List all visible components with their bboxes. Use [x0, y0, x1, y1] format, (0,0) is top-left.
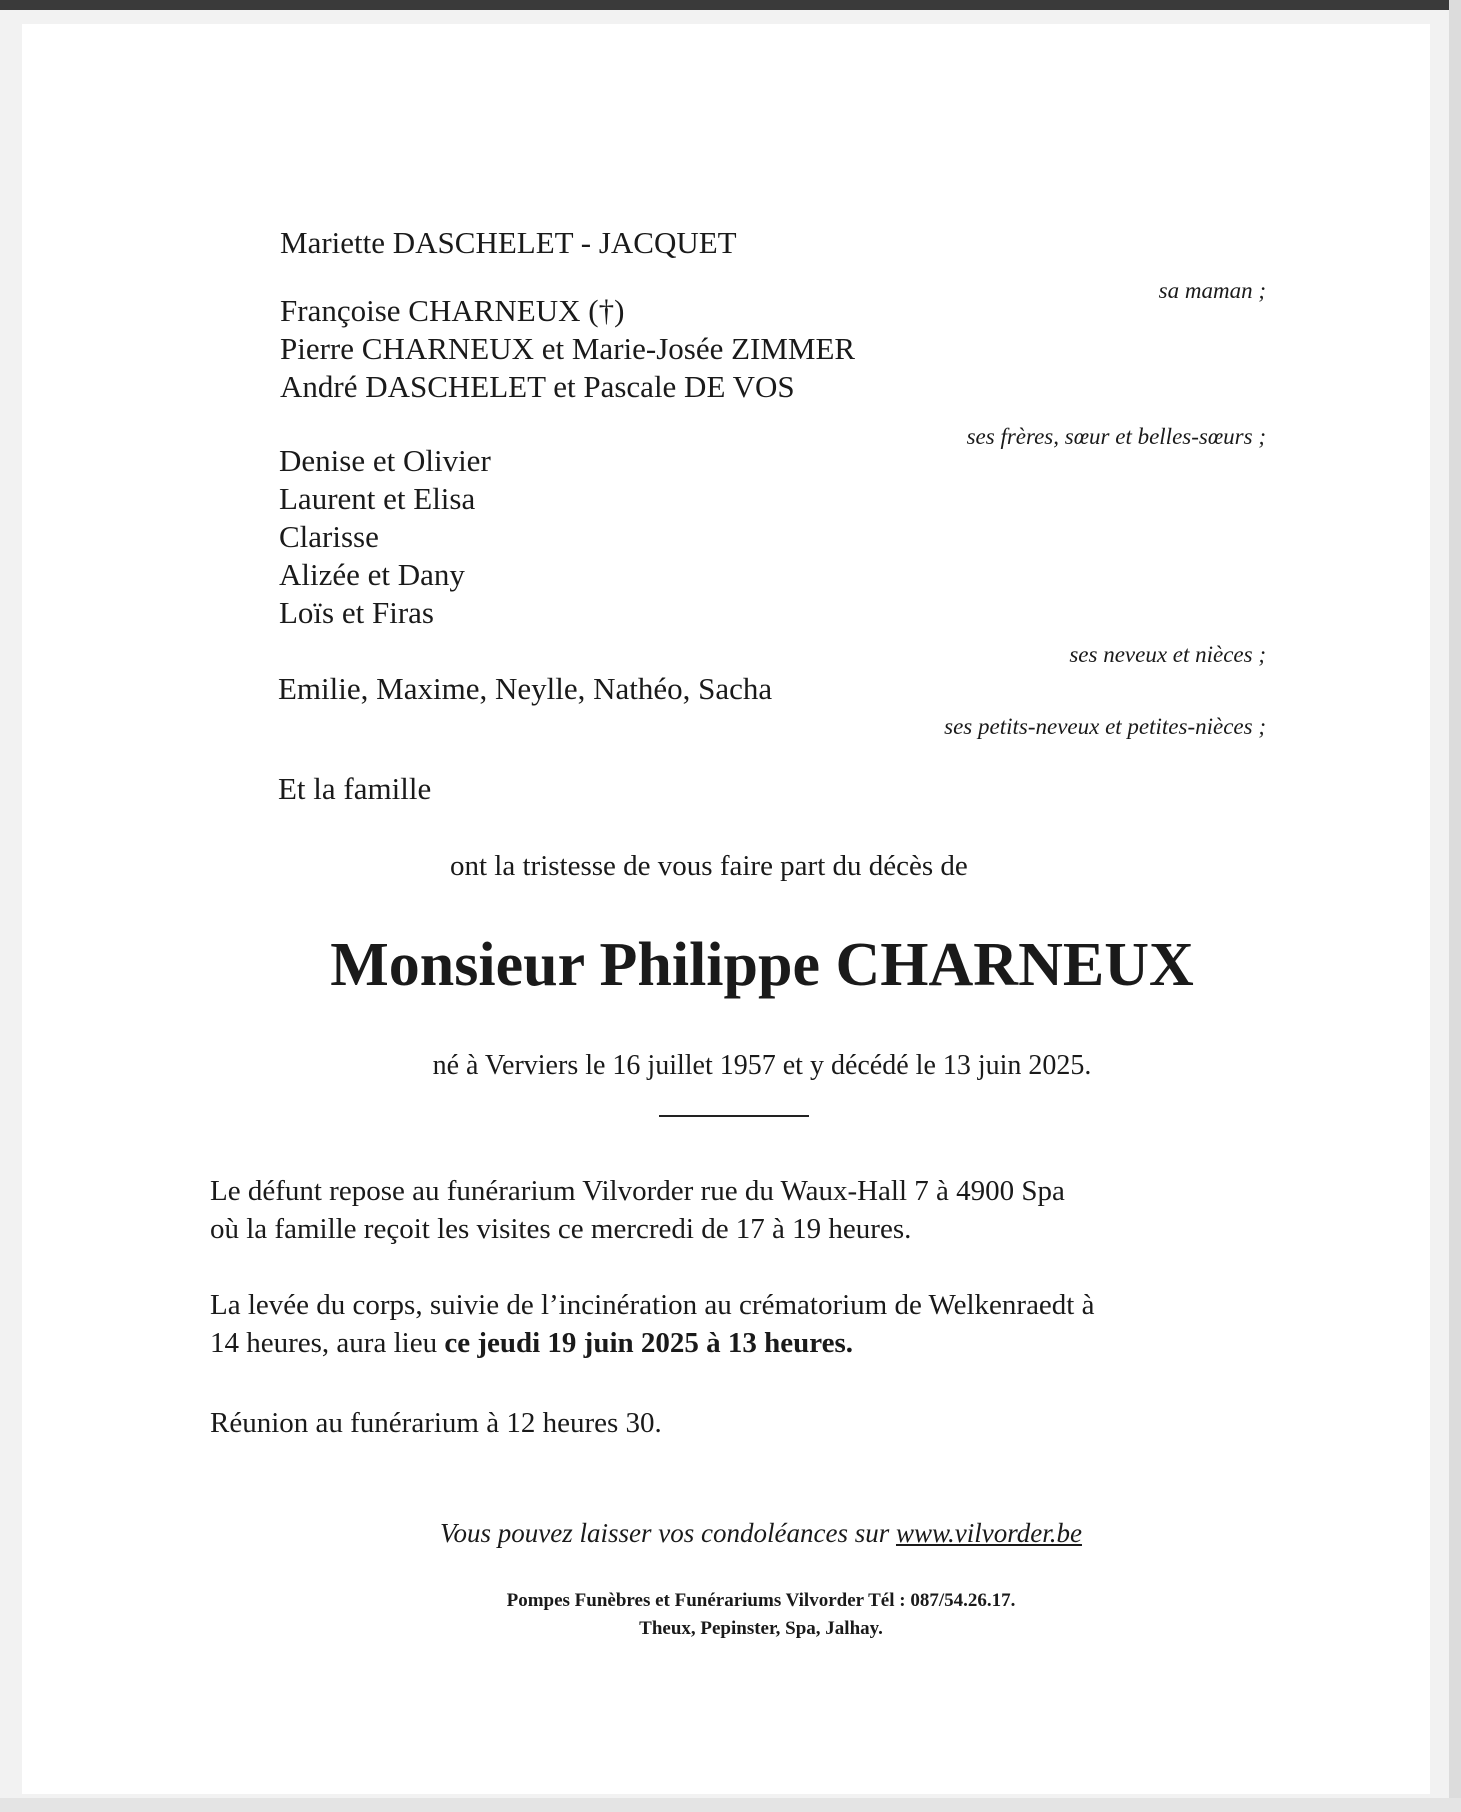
levee-line-1: La levée du corps, suivie de l’incinération au crématorium de Welkenraedt à	[210, 1289, 1095, 1321]
reunion-line: Réunion au funérarium à 12 heures 30.	[210, 1407, 662, 1439]
condolences-url[interactable]: www.vilvorder.be	[895, 1518, 1082, 1548]
levee-line-2-text: 14 heures, aura lieu	[210, 1327, 445, 1359]
repose-line-1: Le défunt repose au funérarium Vilvorder rue du Waux-Hall 7 à 4900 Spa	[210, 1175, 1065, 1207]
announcement-intro: ont la tristesse de vous faire part du décès de	[450, 850, 968, 882]
ceremony-date-time: ce jeudi 19 juin 2025 à 13 heures.	[444, 1327, 854, 1359]
footer-line-2: Theux, Pepinster, Spa, Jalhay.	[639, 1618, 883, 1639]
nephew-3: Clarisse	[279, 519, 379, 554]
nephew-5: Loïs et Firas	[279, 595, 434, 630]
deceased-name: Monsieur Philippe CHARNEUX	[330, 931, 1194, 999]
nephew-1: Denise et Olivier	[279, 443, 491, 478]
mother-relation: sa maman ;	[1158, 278, 1266, 303]
divider-rule	[659, 1115, 809, 1117]
nephew-2: Laurent et Elisa	[279, 481, 476, 516]
condolences-text: Vous pouvez laisser vos condoléances sur	[440, 1518, 896, 1548]
sibling-1: Françoise CHARNEUX (†)	[280, 293, 625, 328]
scan-bottom-edge	[0, 1798, 1461, 1812]
other-family: Et la famille	[278, 771, 432, 806]
mother-name: Mariette DASCHELET - JACQUET	[280, 225, 737, 260]
birth-death-dates: né à Verviers le 16 juillet 1957 et y décédé le 13 juin 2025.	[432, 1050, 1092, 1081]
condolences-line	[22, 1518, 1461, 1549]
nephew-4: Alizée et Dany	[279, 557, 465, 592]
death-notice-page	[22, 24, 1430, 1794]
footer-line-1: Pompes Funèbres et Funérariums Vilvorder Tél : 087/54.26.17.	[506, 1590, 1016, 1611]
sibling-3: André DASCHELET et Pascale DE VOS	[280, 369, 795, 404]
nephews-relation: ses neveux et nièces ;	[1069, 642, 1266, 667]
grandnephews: Emilie, Maxime, Neylle, Nathéo, Sacha	[278, 671, 773, 706]
repose-line-2: où la famille reçoit les visites ce mercredi de 17 à 19 heures.	[210, 1213, 912, 1245]
grandnephews-relation: ses petits-neveux et petites-nièces ;	[944, 714, 1266, 739]
levee-line-2	[210, 1324, 853, 1362]
scan-top-edge	[0, 0, 1461, 10]
siblings-relation: ses frères, sœur et belles-sœurs ;	[966, 424, 1266, 449]
sibling-2: Pierre CHARNEUX et Marie-Josée ZIMMER	[280, 331, 856, 366]
